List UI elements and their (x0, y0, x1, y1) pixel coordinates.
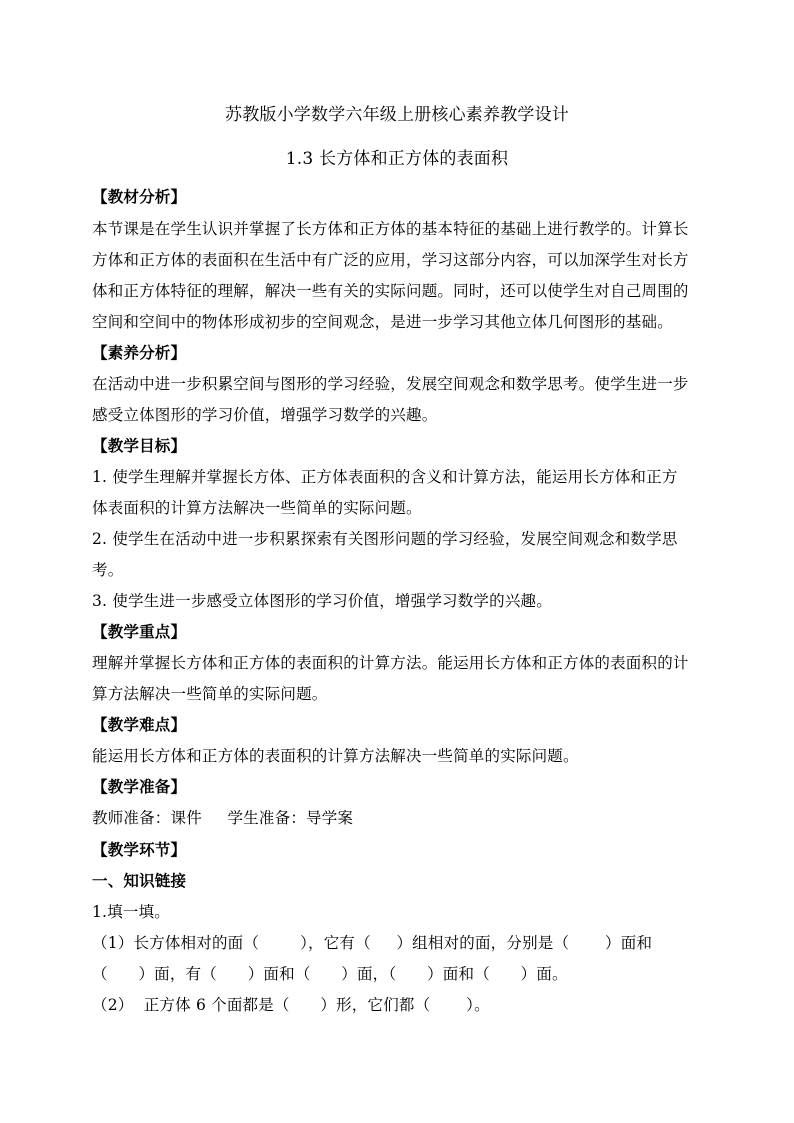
exercise-instruction: 1.填一填。 (92, 903, 170, 921)
paragraph-line: 理解并掌握长方体和正方体的表面积的计算方法。能运用长方体和正方体的表面积的计 (92, 654, 689, 672)
paragraph-line: 方体和正方体的表面积在生活中有广泛的应用，学习这部分内容，可以加深学生对长方 (92, 251, 689, 269)
paragraph-line: 2. 使学生在活动中进一步积累探索有关图形问题的学习经验，发展空间观念和数学思 (92, 530, 678, 548)
paragraph-line: 体表面积的计算方法解决一些简单的实际问题。 (92, 499, 422, 517)
paragraph-line: 在活动中进一步积累空间与图形的学习经验，发展空间观念和数学思考。使学生进一步 (92, 375, 689, 393)
section-heading-preparation: 【教学准备】 (92, 777, 187, 796)
document-subtitle: 1.3 长方体和正方体的表面积 (285, 149, 509, 169)
section-heading-literacy-analysis: 【素养分析】 (92, 343, 187, 362)
paragraph-line: 能运用长方体和正方体的表面积的计算方法解决一些简单的实际问题。 (92, 747, 579, 765)
paragraph-line: 感受立体图形的学习价值，增强学习数学的兴趣。 (92, 406, 438, 424)
paragraph-line: 3. 使学生进一步感受立体图形的学习价值，增强学习数学的兴趣。 (92, 592, 552, 610)
paragraph-line: 考。 (92, 561, 124, 579)
section-heading-material-analysis: 【教材分析】 (92, 187, 187, 206)
paragraph-line: 教师准备：课件 学生准备：导学案 (92, 809, 354, 827)
paragraph-line: 算方法解决一些简单的实际问题。 (92, 685, 328, 703)
paragraph-line: 1. 使学生理解并掌握长方体、正方体表面积的含义和计算方法，能运用长方体和正方 (92, 468, 678, 486)
paragraph-line: 体和正方体特征的理解，解决一些有关的实际问题。同时，还可以使学生对自己周围的 (92, 282, 689, 300)
section-heading-key-points: 【教学重点】 (92, 622, 187, 641)
exercise-line: （2） 正方体 6 个面都是（ ）形，它们都（ ）。 (92, 996, 490, 1014)
section-heading-objectives: 【教学目标】 (92, 436, 187, 455)
paragraph-line: 本节课是在学生认识并掌握了长方体和正方体的基本特征的基础上进行教学的。计算长 (92, 220, 689, 238)
section-heading-process: 【教学环节】 (92, 840, 187, 859)
paragraph-line: 空间和空间中的物体形成初步的空间观念，是进一步学习其他立体几何图形的基础。 (92, 313, 673, 331)
part-heading-knowledge-link: 一、知识链接 (92, 871, 187, 890)
section-heading-difficulties: 【教学难点】 (92, 715, 187, 734)
exercise-line: （1）长方体相对的面（ ），它有（ ）组相对的面，分别是（ ）面和 (92, 934, 653, 952)
exercise-line: （ ）面，有（ ）面和（ ）面，（ ）面和（ ）面。 (92, 965, 568, 983)
document-title: 苏教版小学数学六年级上册核心素养教学设计 (225, 105, 569, 125)
